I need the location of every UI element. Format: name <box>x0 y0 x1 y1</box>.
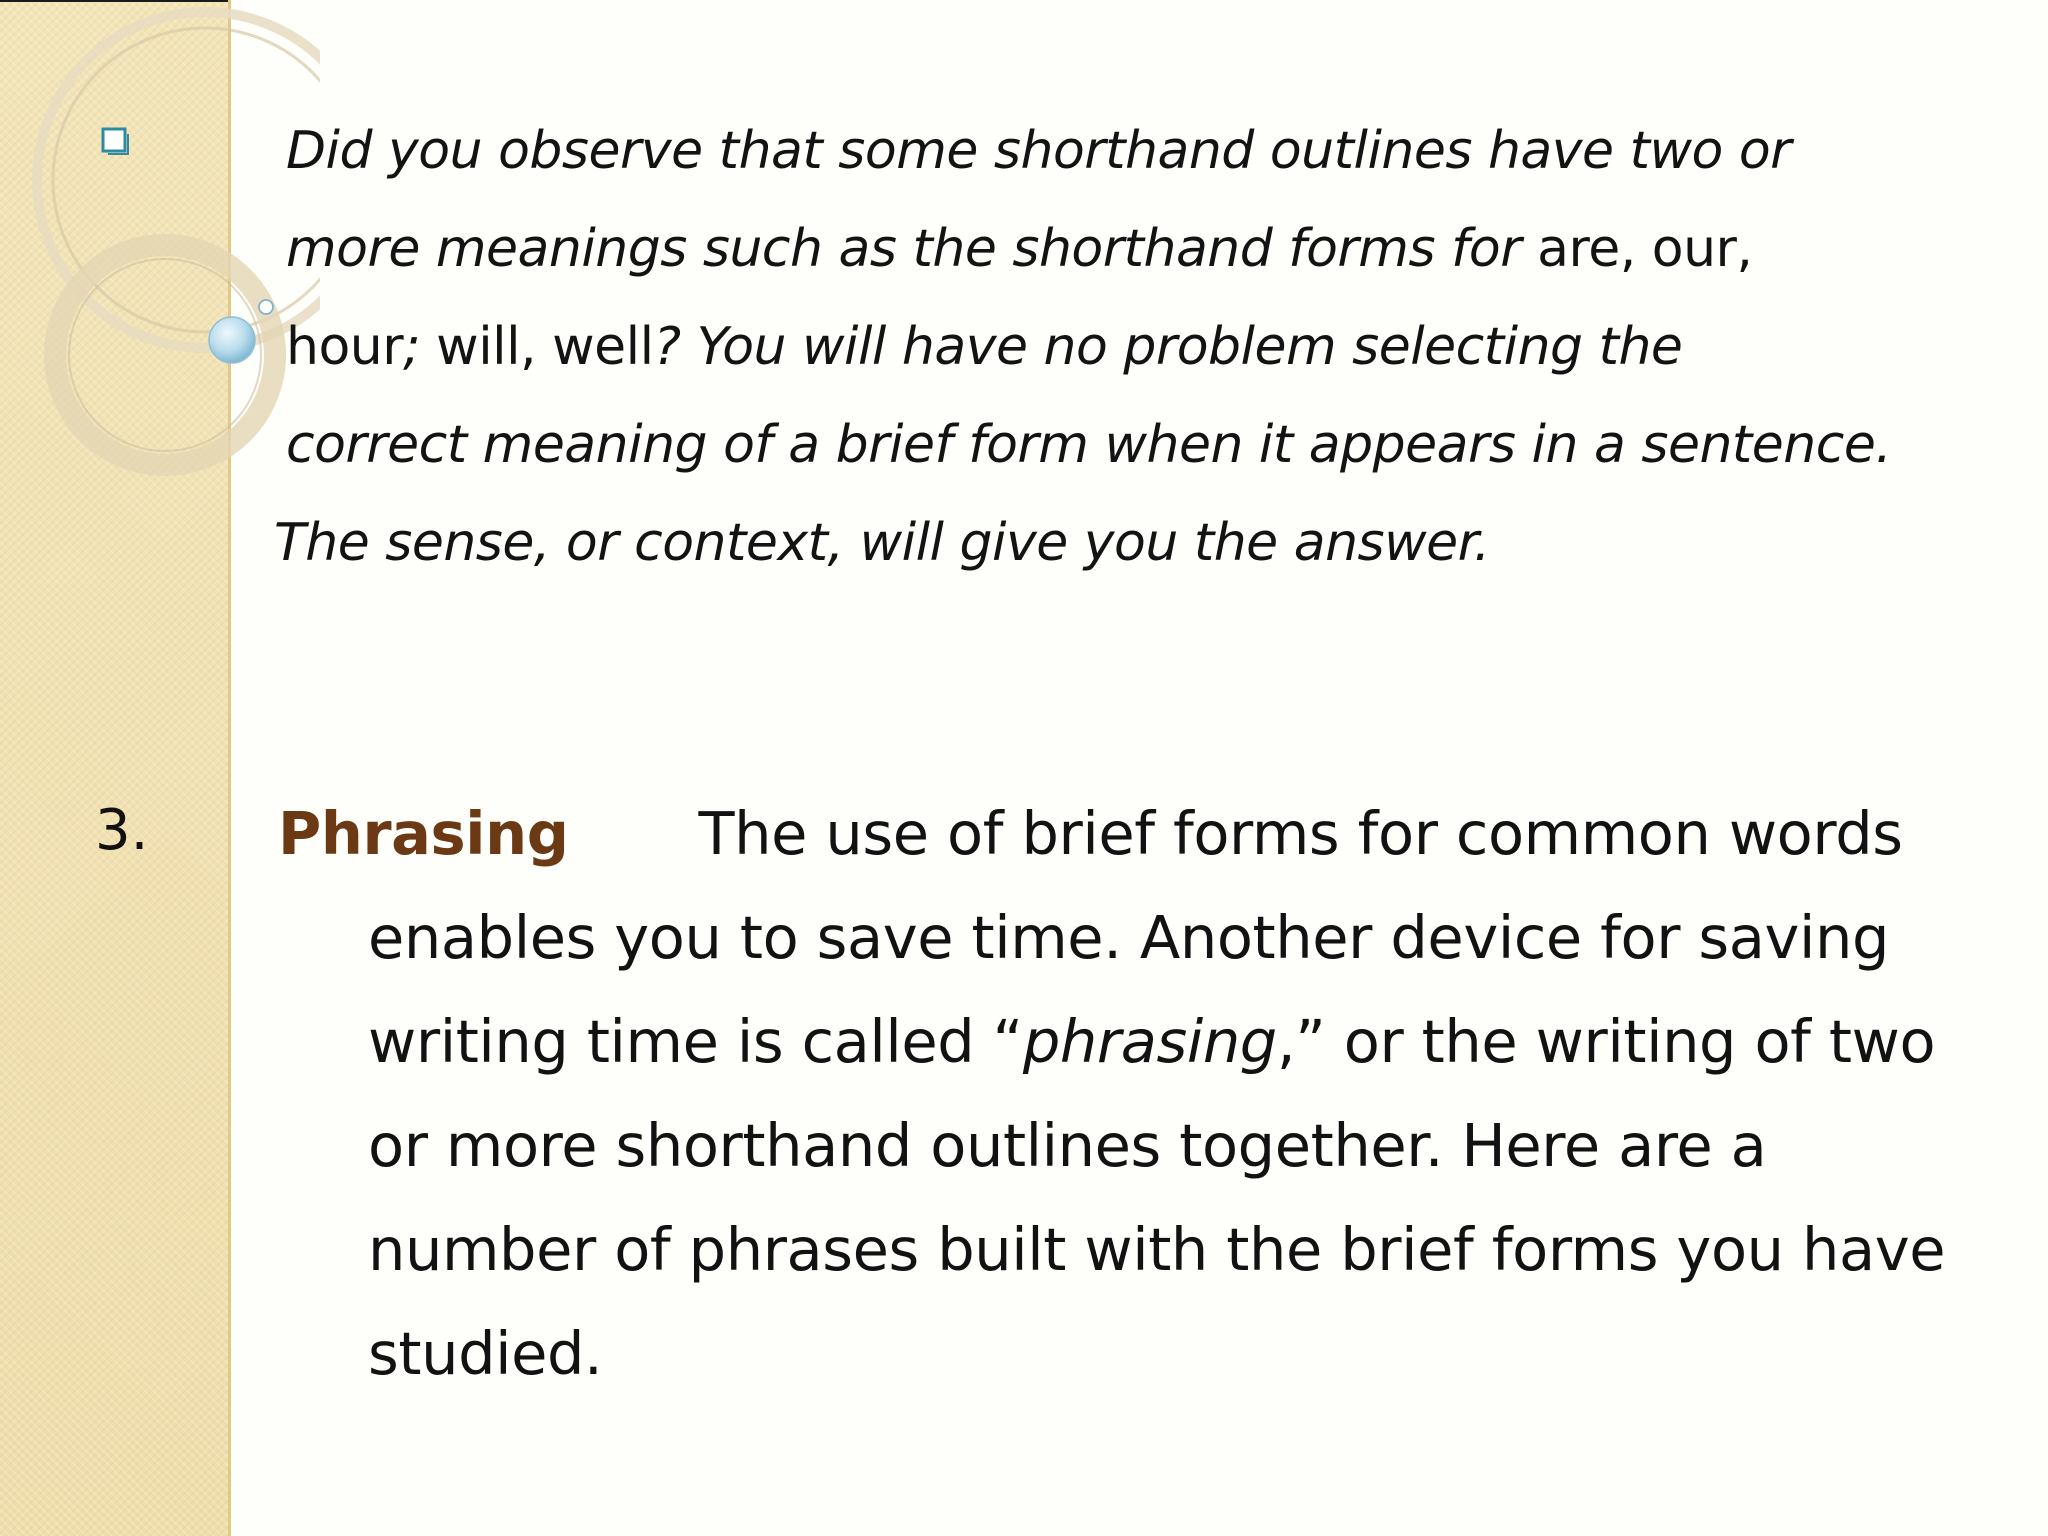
observation-line-3 <box>286 298 1986 396</box>
phrasing-line-3-a: writing time is called “ <box>368 1007 1023 1076</box>
observation-line-2-italic: more meanings such as the shorthand forms for <box>286 219 1522 279</box>
observation-line-5: The sense, or context, will give you the answer. <box>274 513 1490 573</box>
observation-line-1: Did you observe that some shorthand outlines have two or <box>286 121 1792 181</box>
observation-line-3-words: will, well <box>420 317 654 377</box>
observation-paragraph <box>274 102 1986 592</box>
phrasing-line-3 <box>368 990 2018 1094</box>
observation-line-2-words: are, our, <box>1521 219 1753 279</box>
observation-line-4: correct meaning of a brief form when it appears in a sentence. <box>286 415 1892 475</box>
item-number: 3. <box>95 798 149 863</box>
phrasing-line-1 <box>278 782 2018 886</box>
phrasing-term: phrasing <box>1022 1007 1277 1076</box>
observation-line-3-semicolon: ; <box>403 317 421 377</box>
observation-line-2 <box>286 200 1986 298</box>
phrasing-line-6: studied. <box>368 1319 603 1388</box>
phrasing-line-4: or more shorthand outlines together. Here are a <box>368 1111 1767 1180</box>
observation-line-3-italic: ? You will have no problem selecting the <box>653 317 1683 377</box>
phrasing-line-2: enables you to save time. Another device for saving <box>368 903 1890 972</box>
phrasing-paragraph <box>278 782 2018 1406</box>
phrasing-line-5: number of phrases built with the brief forms you have <box>368 1215 1946 1284</box>
phrasing-line-1-text: The use of brief forms for common words <box>698 799 1903 868</box>
square-bullet-icon <box>101 127 131 157</box>
phrasing-line-3-c: ,” or the writing of two <box>1276 1007 1936 1076</box>
phrasing-heading: Phrasing <box>278 799 569 868</box>
observation-line-3-hour: hour <box>286 317 404 377</box>
